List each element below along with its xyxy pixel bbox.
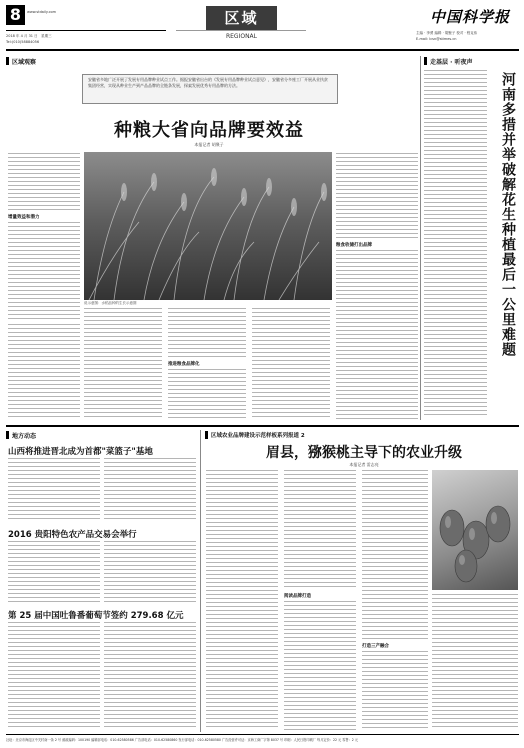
bottom-body-col4: [432, 594, 518, 730]
subhead-1: 增量效益和潜力: [8, 215, 40, 220]
news-2-body-b: [104, 541, 196, 605]
bottom-body-col2-a: [284, 470, 356, 590]
news-1-body-b: [104, 458, 196, 522]
news-1-title: 山西将推进晋北成为首都"菜篮子"基地: [8, 447, 153, 457]
body-text-col2: [84, 308, 162, 420]
column-tag-right-label: 走基层 · 听夜声: [430, 59, 473, 66]
news-3-body-b: [104, 622, 196, 730]
news-2-body-a: [8, 541, 100, 605]
bottom-subhead-2: 打造三产融合: [362, 644, 389, 649]
header-tel: Tel:(010)58884056: [6, 40, 40, 44]
bottom-body-col2-b: [284, 601, 356, 730]
issue-date: 2018 年 4 月 31 日 星期三: [6, 34, 52, 38]
news-3-body-a: [8, 622, 100, 730]
section-title: 区域: [224, 9, 259, 27]
editor-credits: 主编 · 李勇 编辑 · 胡聚子 校对 · 程克伟: [416, 31, 478, 35]
rice-photo: [84, 152, 332, 300]
body-text-col-right-b: [336, 250, 418, 420]
bottom-body-col3-a: [362, 470, 428, 640]
kiwi-photo: [432, 470, 518, 590]
kiwi-fruit-illustration: [432, 470, 518, 590]
photo-caption: 说示意图：水稻品种的生长示意图: [84, 301, 137, 305]
series-tag: 区域农业品牌建设示范样板系列报道 2: [211, 433, 305, 439]
page-number: 8: [9, 5, 22, 24]
body-text-col1-c: [8, 324, 80, 420]
main-byline: 本报记者 胡聚子: [194, 142, 224, 147]
body-text-col3-b: [168, 369, 246, 420]
bottom-body-col3-b: [362, 651, 428, 730]
body-text-col-right-a: [336, 153, 418, 239]
main-headline: 种粮大省向品牌要效益: [114, 120, 304, 141]
newspaper-logo: 中国科学报: [430, 8, 511, 26]
footer-info: 社址：北京市海淀区中关村南一条 2 号 邮政编码：100190 编辑部电话：010-62580586 广告部电话：010-62580860 发行部电话：010-62580580 广告经营许可证：京海工商广字第 8037 号 印刷：人民日报印刷厂 每月定价：22 元 零售：2 元: [6, 738, 359, 742]
body-text-col1-a: [8, 153, 80, 211]
bottom-body-col1: [206, 470, 278, 730]
right-vertical-headline: 河南多措并举破解花生种植最后一公里难题: [500, 72, 516, 357]
body-text-col4: [252, 308, 330, 420]
column-tag-right: [424, 57, 427, 65]
body-text-col1-b: [8, 222, 80, 320]
column-tag-left-label: 区域观察: [12, 59, 37, 66]
right-col-text-a: [424, 70, 487, 416]
subhead-3: 推进粮食品牌化: [168, 362, 200, 367]
subhead-2: 粮食收储打出品牌: [336, 243, 372, 248]
news-3-title: 第 25 届中国吐鲁番葡萄节签约 279.68 亿元: [8, 611, 184, 621]
column-tag-left: [6, 57, 9, 65]
bottom-left-tag-label: 地方动态: [12, 433, 37, 440]
news-1-body-a: [8, 458, 100, 522]
bottom-headline: 眉县，猕猴桃主导下的农业升级: [266, 445, 462, 461]
bottom-subhead-1: 阅读品牌打造: [284, 594, 311, 599]
section-subtitle: REGIONAL: [225, 33, 258, 40]
series-tag-marker: [205, 431, 208, 439]
editor-email: E-mail: lcsn@stimes.cn: [416, 37, 457, 41]
bottom-left-tag: [6, 431, 9, 439]
bottom-byline: 本报记者 雷志亮: [349, 462, 379, 467]
news-2-title: 2016 贵阳特色农产品交易会举行: [8, 530, 137, 540]
intro-text: 安徽省多地广泛开展了发展专用品牌种业试点工作。据报安徽省出台的《发展专用品牌种业试点意见》，安徽省分多座工厂开展从业扶贫集团经营，实现从种业生产到产品品牌的全链条发展，探索发展优秀专用品牌的方法。: [88, 77, 328, 88]
rice-plants-illustration: [84, 152, 332, 300]
site-url: www.stdaily.com: [27, 10, 57, 14]
body-text-col3-a: [168, 308, 246, 358]
